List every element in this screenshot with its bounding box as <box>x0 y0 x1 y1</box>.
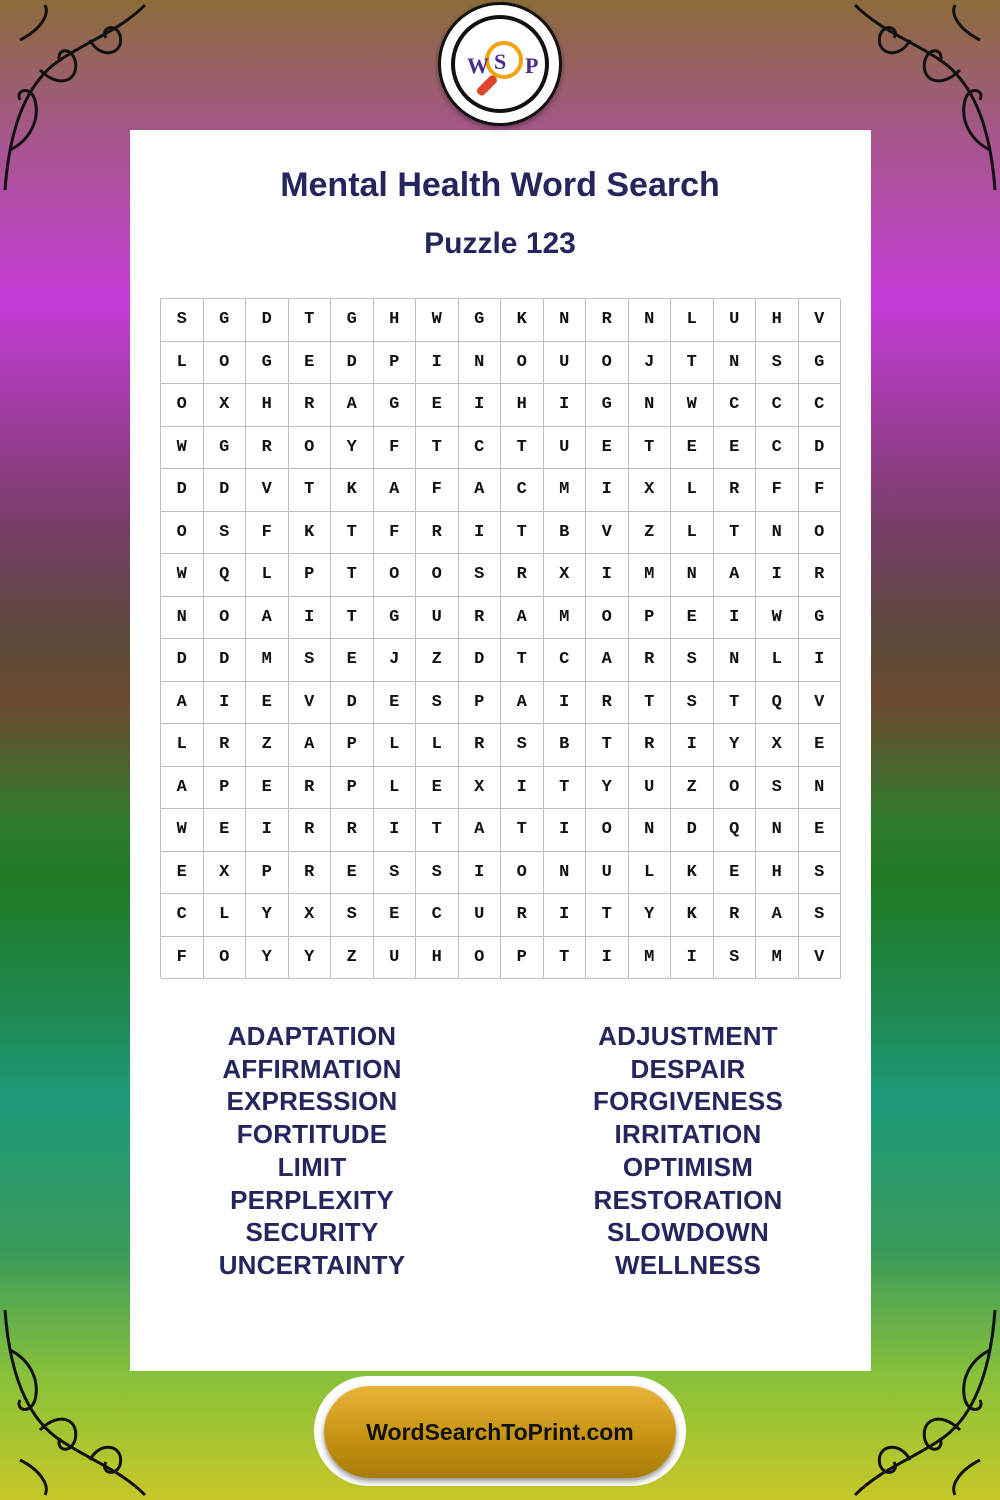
grid-cell[interactable]: I <box>501 767 544 810</box>
grid-cell[interactable]: T <box>289 299 332 342</box>
grid-cell[interactable]: R <box>204 724 247 767</box>
grid-cell[interactable]: W <box>161 809 204 852</box>
grid-cell[interactable]: L <box>671 469 714 512</box>
grid-cell[interactable]: T <box>714 512 757 555</box>
grid-cell[interactable]: X <box>204 384 247 427</box>
grid-cell[interactable]: X <box>544 554 587 597</box>
grid-cell[interactable]: T <box>586 894 629 937</box>
word-list-item: FORGIVENESS <box>592 1086 783 1117</box>
grid-cell[interactable]: S <box>161 299 204 342</box>
grid-cell[interactable]: T <box>544 767 587 810</box>
grid-cell[interactable]: O <box>501 852 544 895</box>
grid-cell[interactable]: O <box>501 342 544 385</box>
grid-cell[interactable]: W <box>671 384 714 427</box>
grid-cell[interactable]: I <box>459 512 502 555</box>
grid-cell[interactable]: L <box>161 342 204 385</box>
grid-cell[interactable]: F <box>374 512 417 555</box>
grid-cell[interactable]: E <box>416 767 459 810</box>
grid-cell[interactable]: A <box>586 639 629 682</box>
grid-cell[interactable]: R <box>714 894 757 937</box>
grid-cell[interactable]: L <box>161 724 204 767</box>
grid-cell[interactable]: Z <box>629 512 672 555</box>
grid-cell[interactable]: H <box>501 384 544 427</box>
grid-cell[interactable]: Z <box>331 937 374 980</box>
grid-cell[interactable]: W <box>161 427 204 470</box>
grid-cell[interactable]: E <box>714 427 757 470</box>
grid-cell[interactable]: Q <box>204 554 247 597</box>
grid-cell[interactable]: S <box>459 554 502 597</box>
grid-cell[interactable]: E <box>671 597 714 640</box>
grid-cell[interactable]: V <box>586 512 629 555</box>
grid-cell[interactable]: E <box>416 384 459 427</box>
grid-cell[interactable]: C <box>501 469 544 512</box>
grid-cell[interactable]: R <box>246 427 289 470</box>
grid-cell[interactable]: S <box>756 342 799 385</box>
grid-cell[interactable]: W <box>756 597 799 640</box>
grid-cell[interactable]: A <box>459 809 502 852</box>
grid-cell[interactable]: D <box>161 639 204 682</box>
grid-cell[interactable]: S <box>799 894 842 937</box>
word-list-item: DESPAIR <box>630 1053 746 1084</box>
grid-cell[interactable]: T <box>501 639 544 682</box>
grid-cell[interactable]: P <box>289 554 332 597</box>
grid-cell[interactable]: S <box>204 512 247 555</box>
grid-cell[interactable]: F <box>246 512 289 555</box>
grid-cell[interactable]: I <box>586 469 629 512</box>
grid-cell[interactable]: N <box>671 554 714 597</box>
grid-cell[interactable]: H <box>374 299 417 342</box>
grid-cell[interactable]: E <box>204 809 247 852</box>
grid-cell[interactable]: D <box>671 809 714 852</box>
grid-cell[interactable]: R <box>289 809 332 852</box>
grid-cell[interactable]: O <box>416 554 459 597</box>
grid-cell[interactable]: N <box>459 342 502 385</box>
grid-cell[interactable]: I <box>671 937 714 980</box>
grid-cell[interactable]: I <box>671 724 714 767</box>
grid-cell[interactable]: V <box>799 299 842 342</box>
word-list-item: SLOWDOWN <box>607 1217 769 1248</box>
grid-cell[interactable]: T <box>629 427 672 470</box>
grid-cell[interactable]: T <box>501 809 544 852</box>
grid-cell[interactable]: N <box>161 597 204 640</box>
grid-cell[interactable]: R <box>501 554 544 597</box>
grid-cell[interactable]: O <box>204 937 247 980</box>
grid-cell[interactable]: T <box>501 427 544 470</box>
grid-cell[interactable]: N <box>799 767 842 810</box>
grid-cell[interactable]: T <box>331 597 374 640</box>
grid-cell[interactable]: I <box>416 342 459 385</box>
grid-cell[interactable]: N <box>544 299 587 342</box>
grid-cell[interactable]: T <box>416 427 459 470</box>
word-list-item: FORTITUDE <box>236 1119 388 1150</box>
grid-cell[interactable]: E <box>799 809 842 852</box>
grid-cell[interactable]: V <box>799 682 842 725</box>
grid-cell[interactable]: U <box>544 342 587 385</box>
grid-cell[interactable]: C <box>161 894 204 937</box>
grid-cell[interactable]: N <box>629 384 672 427</box>
grid-cell[interactable]: X <box>289 894 332 937</box>
grid-cell[interactable]: L <box>374 724 417 767</box>
grid-cell[interactable]: R <box>586 682 629 725</box>
grid-cell[interactable]: R <box>289 767 332 810</box>
grid-cell[interactable]: S <box>416 682 459 725</box>
grid-cell[interactable]: O <box>586 597 629 640</box>
word-list-item: IRRITATION <box>614 1119 762 1150</box>
grid-cell[interactable]: T <box>416 809 459 852</box>
grid-cell[interactable]: N <box>629 299 672 342</box>
grid-cell[interactable]: I <box>544 384 587 427</box>
grid-cell[interactable]: E <box>289 342 332 385</box>
site-link-button[interactable] <box>324 1386 676 1478</box>
grid-cell[interactable]: X <box>459 767 502 810</box>
grid-cell[interactable]: A <box>714 554 757 597</box>
grid-cell[interactable]: F <box>756 469 799 512</box>
grid-cell[interactable]: S <box>416 852 459 895</box>
grid-cell[interactable]: C <box>544 639 587 682</box>
grid-cell[interactable]: R <box>416 512 459 555</box>
word-list-item: SECURITY <box>245 1217 379 1248</box>
grid-cell[interactable]: R <box>714 469 757 512</box>
grid-cell[interactable]: Y <box>331 427 374 470</box>
grid-cell[interactable]: D <box>331 342 374 385</box>
grid-cell[interactable]: A <box>161 767 204 810</box>
grid-cell[interactable]: R <box>459 597 502 640</box>
grid-cell[interactable]: T <box>586 724 629 767</box>
grid-cell[interactable]: G <box>799 342 842 385</box>
grid-cell[interactable]: N <box>714 342 757 385</box>
grid-cell[interactable]: I <box>246 809 289 852</box>
grid-cell[interactable]: S <box>289 639 332 682</box>
grid-cell[interactable]: D <box>459 639 502 682</box>
word-list-item: LIMIT <box>277 1151 347 1182</box>
grid-cell[interactable]: A <box>756 894 799 937</box>
ornament-bottom-right <box>850 1300 1000 1500</box>
grid-cell[interactable]: O <box>799 512 842 555</box>
grid-cell[interactable]: G <box>204 427 247 470</box>
grid-cell[interactable]: P <box>459 682 502 725</box>
word-list-item: WELLNESS <box>614 1249 762 1280</box>
grid-cell[interactable]: Y <box>246 894 289 937</box>
grid-cell[interactable]: C <box>714 384 757 427</box>
grid-cell[interactable]: D <box>331 682 374 725</box>
grid-cell[interactable]: N <box>544 852 587 895</box>
grid-cell[interactable]: R <box>289 384 332 427</box>
grid-cell[interactable]: S <box>799 852 842 895</box>
grid-cell[interactable]: E <box>714 852 757 895</box>
grid-cell[interactable]: Z <box>416 639 459 682</box>
grid-cell[interactable]: Y <box>714 724 757 767</box>
grid-cell[interactable]: K <box>671 894 714 937</box>
word-list-item: AFFIRMATION <box>222 1053 402 1084</box>
grid-cell[interactable]: L <box>671 299 714 342</box>
grid-cell[interactable]: C <box>756 427 799 470</box>
grid-cell[interactable]: N <box>756 809 799 852</box>
grid-cell[interactable]: E <box>331 639 374 682</box>
logo-ring <box>451 15 549 113</box>
site-link-label: WordSearchToPrint.com <box>366 1418 634 1445</box>
grid-cell[interactable]: E <box>246 767 289 810</box>
grid-cell[interactable]: I <box>714 597 757 640</box>
grid-cell[interactable]: N <box>629 809 672 852</box>
grid-cell[interactable]: L <box>671 512 714 555</box>
grid-cell[interactable]: N <box>714 639 757 682</box>
grid-cell[interactable]: L <box>756 639 799 682</box>
grid-cell[interactable]: A <box>501 682 544 725</box>
grid-cell[interactable]: C <box>459 427 502 470</box>
grid-cell[interactable]: U <box>714 299 757 342</box>
grid-cell[interactable]: K <box>671 852 714 895</box>
grid-cell[interactable]: I <box>799 639 842 682</box>
grid-cell[interactable]: R <box>799 554 842 597</box>
grid-cell[interactable]: E <box>374 682 417 725</box>
grid-cell[interactable]: S <box>671 639 714 682</box>
grid-cell[interactable]: P <box>629 597 672 640</box>
grid-cell[interactable]: V <box>246 469 289 512</box>
grid-cell[interactable]: K <box>501 299 544 342</box>
grid-cell[interactable]: I <box>586 937 629 980</box>
word-list-item: PERPLEXITY <box>230 1184 394 1215</box>
grid-cell[interactable]: O <box>586 809 629 852</box>
grid-cell[interactable]: C <box>416 894 459 937</box>
logo-letter-p: P <box>525 53 539 78</box>
grid-cell[interactable]: F <box>416 469 459 512</box>
grid-cell[interactable]: R <box>501 894 544 937</box>
grid-cell[interactable]: Q <box>756 682 799 725</box>
grid-cell[interactable]: V <box>799 937 842 980</box>
grid-cell[interactable]: E <box>161 852 204 895</box>
grid-cell[interactable]: G <box>204 299 247 342</box>
grid-cell[interactable]: H <box>416 937 459 980</box>
logo-letter-s: S <box>494 49 507 74</box>
grid-cell[interactable]: N <box>756 512 799 555</box>
grid-cell[interactable]: R <box>629 724 672 767</box>
grid-cell[interactable]: F <box>799 469 842 512</box>
grid-cell[interactable]: E <box>246 682 289 725</box>
grid-cell[interactable]: G <box>799 597 842 640</box>
grid-cell[interactable]: Y <box>289 937 332 980</box>
grid-cell[interactable]: T <box>629 682 672 725</box>
grid-cell[interactable]: V <box>289 682 332 725</box>
grid-cell[interactable]: U <box>459 894 502 937</box>
grid-cell[interactable]: A <box>331 384 374 427</box>
grid-cell[interactable]: B <box>544 724 587 767</box>
grid-cell[interactable]: R <box>459 724 502 767</box>
grid-cell[interactable]: W <box>416 299 459 342</box>
grid-cell[interactable]: A <box>501 597 544 640</box>
grid-cell[interactable]: U <box>629 767 672 810</box>
word-list-item: EXPRESSION <box>226 1086 398 1117</box>
grid-cell[interactable]: L <box>629 852 672 895</box>
grid-cell[interactable]: Q <box>714 809 757 852</box>
grid-cell[interactable]: L <box>374 767 417 810</box>
grid-cell[interactable]: W <box>161 554 204 597</box>
grid-cell[interactable]: J <box>629 342 672 385</box>
grid-cell[interactable]: R <box>586 299 629 342</box>
grid-cell[interactable]: Z <box>671 767 714 810</box>
grid-cell[interactable]: O <box>459 937 502 980</box>
grid-cell[interactable]: T <box>331 512 374 555</box>
grid-cell[interactable]: I <box>756 554 799 597</box>
grid-cell[interactable]: C <box>799 384 842 427</box>
grid-cell[interactable]: T <box>671 342 714 385</box>
word-list-item: UNCERTAINTY <box>218 1249 406 1280</box>
grid-cell[interactable]: S <box>671 682 714 725</box>
logo-letter-w: W <box>467 53 489 78</box>
grid-cell[interactable]: T <box>501 512 544 555</box>
grid-cell[interactable]: L <box>246 554 289 597</box>
grid-cell[interactable]: O <box>289 427 332 470</box>
grid-cell[interactable]: E <box>799 724 842 767</box>
grid-cell[interactable]: G <box>374 384 417 427</box>
grid-cell[interactable]: O <box>714 767 757 810</box>
word-list-item: OPTIMISM <box>622 1151 754 1182</box>
grid-cell[interactable]: S <box>714 937 757 980</box>
word-list-right <box>538 1020 838 1282</box>
grid-cell[interactable]: T <box>289 469 332 512</box>
grid-cell[interactable]: D <box>161 469 204 512</box>
grid-cell[interactable]: H <box>756 299 799 342</box>
grid-cell[interactable]: S <box>756 767 799 810</box>
grid-cell[interactable]: I <box>544 809 587 852</box>
grid-cell[interactable]: M <box>246 639 289 682</box>
grid-cell[interactable]: F <box>161 937 204 980</box>
grid-cell[interactable]: G <box>331 299 374 342</box>
grid-cell[interactable]: G <box>374 597 417 640</box>
page-title: Mental Health Word Search <box>280 166 720 204</box>
grid-cell[interactable]: O <box>204 342 247 385</box>
grid-cell[interactable]: R <box>289 852 332 895</box>
grid-cell[interactable]: F <box>374 427 417 470</box>
grid-cell[interactable]: I <box>289 597 332 640</box>
grid-cell[interactable]: M <box>544 469 587 512</box>
grid-cell[interactable]: A <box>246 597 289 640</box>
grid-cell[interactable]: X <box>629 469 672 512</box>
grid-cell[interactable]: E <box>671 427 714 470</box>
puzzle-number: Puzzle 123 <box>424 227 576 260</box>
grid-cell[interactable]: I <box>459 384 502 427</box>
grid-cell[interactable]: K <box>331 469 374 512</box>
site-logo[interactable] <box>438 2 562 126</box>
grid-cell[interactable]: X <box>204 852 247 895</box>
grid-cell[interactable]: O <box>204 597 247 640</box>
grid-cell[interactable]: A <box>374 469 417 512</box>
grid-cell[interactable]: D <box>204 639 247 682</box>
grid-cell[interactable]: O <box>374 554 417 597</box>
grid-cell[interactable]: S <box>374 852 417 895</box>
grid-cell[interactable]: E <box>586 427 629 470</box>
grid-cell[interactable]: P <box>204 767 247 810</box>
grid-cell[interactable]: Y <box>586 767 629 810</box>
grid-cell[interactable]: M <box>756 937 799 980</box>
grid-cell[interactable]: H <box>246 384 289 427</box>
grid-cell[interactable]: T <box>544 937 587 980</box>
grid-cell[interactable]: R <box>629 639 672 682</box>
letter-grid <box>160 298 840 978</box>
grid-cell[interactable]: X <box>756 724 799 767</box>
grid-cell[interactable]: I <box>544 894 587 937</box>
grid-cell[interactable]: A <box>161 682 204 725</box>
grid-cell[interactable]: Z <box>246 724 289 767</box>
grid-cell[interactable]: P <box>246 852 289 895</box>
grid-cell[interactable]: S <box>501 724 544 767</box>
grid-cell[interactable]: A <box>459 469 502 512</box>
grid-cell[interactable]: Y <box>629 894 672 937</box>
grid-cell[interactable]: P <box>331 724 374 767</box>
grid-cell[interactable]: T <box>331 554 374 597</box>
grid-cell[interactable]: G <box>246 342 289 385</box>
grid-cell[interactable]: I <box>204 682 247 725</box>
grid-cell[interactable]: O <box>586 342 629 385</box>
grid-cell[interactable]: L <box>204 894 247 937</box>
word-list-item: ADJUSTMENT <box>598 1021 778 1051</box>
grid-cell[interactable]: E <box>374 894 417 937</box>
grid-cell[interactable]: U <box>374 937 417 980</box>
grid-cell[interactable]: I <box>586 554 629 597</box>
grid-cell[interactable]: K <box>289 512 332 555</box>
grid-cell[interactable]: U <box>586 852 629 895</box>
grid-cell[interactable]: U <box>544 427 587 470</box>
grid-cell[interactable]: D <box>246 299 289 342</box>
grid-cell[interactable]: U <box>416 597 459 640</box>
grid-cell[interactable]: L <box>416 724 459 767</box>
grid-cell[interactable]: M <box>629 554 672 597</box>
word-list-item: ADAPTATION <box>227 1021 397 1051</box>
grid-cell[interactable]: B <box>544 512 587 555</box>
grid-cell[interactable]: M <box>629 937 672 980</box>
grid-cell[interactable]: C <box>756 384 799 427</box>
grid-cell[interactable]: S <box>331 894 374 937</box>
grid-cell[interactable]: P <box>374 342 417 385</box>
grid-cell[interactable]: E <box>331 852 374 895</box>
grid-cell[interactable]: G <box>459 299 502 342</box>
grid-cell[interactable]: Y <box>246 937 289 980</box>
grid-cell[interactable]: D <box>204 469 247 512</box>
grid-cell[interactable]: R <box>331 809 374 852</box>
grid-cell[interactable]: G <box>586 384 629 427</box>
grid-cell[interactable]: P <box>331 767 374 810</box>
grid-cell[interactable]: P <box>501 937 544 980</box>
word-list-item: RESTORATION <box>593 1184 783 1215</box>
grid-cell[interactable]: O <box>161 512 204 555</box>
grid-cell[interactable]: O <box>161 384 204 427</box>
grid-cell[interactable]: H <box>756 852 799 895</box>
grid-cell[interactable]: T <box>714 682 757 725</box>
grid-cell[interactable]: A <box>289 724 332 767</box>
grid-cell[interactable]: J <box>374 639 417 682</box>
word-list-left <box>162 1020 462 1282</box>
grid-cell[interactable]: D <box>799 427 842 470</box>
grid-cell[interactable]: M <box>544 597 587 640</box>
grid-cell[interactable]: I <box>374 809 417 852</box>
grid-cell[interactable]: I <box>459 852 502 895</box>
ornament-bottom-left <box>0 1300 150 1500</box>
grid-cell[interactable]: I <box>544 682 587 725</box>
